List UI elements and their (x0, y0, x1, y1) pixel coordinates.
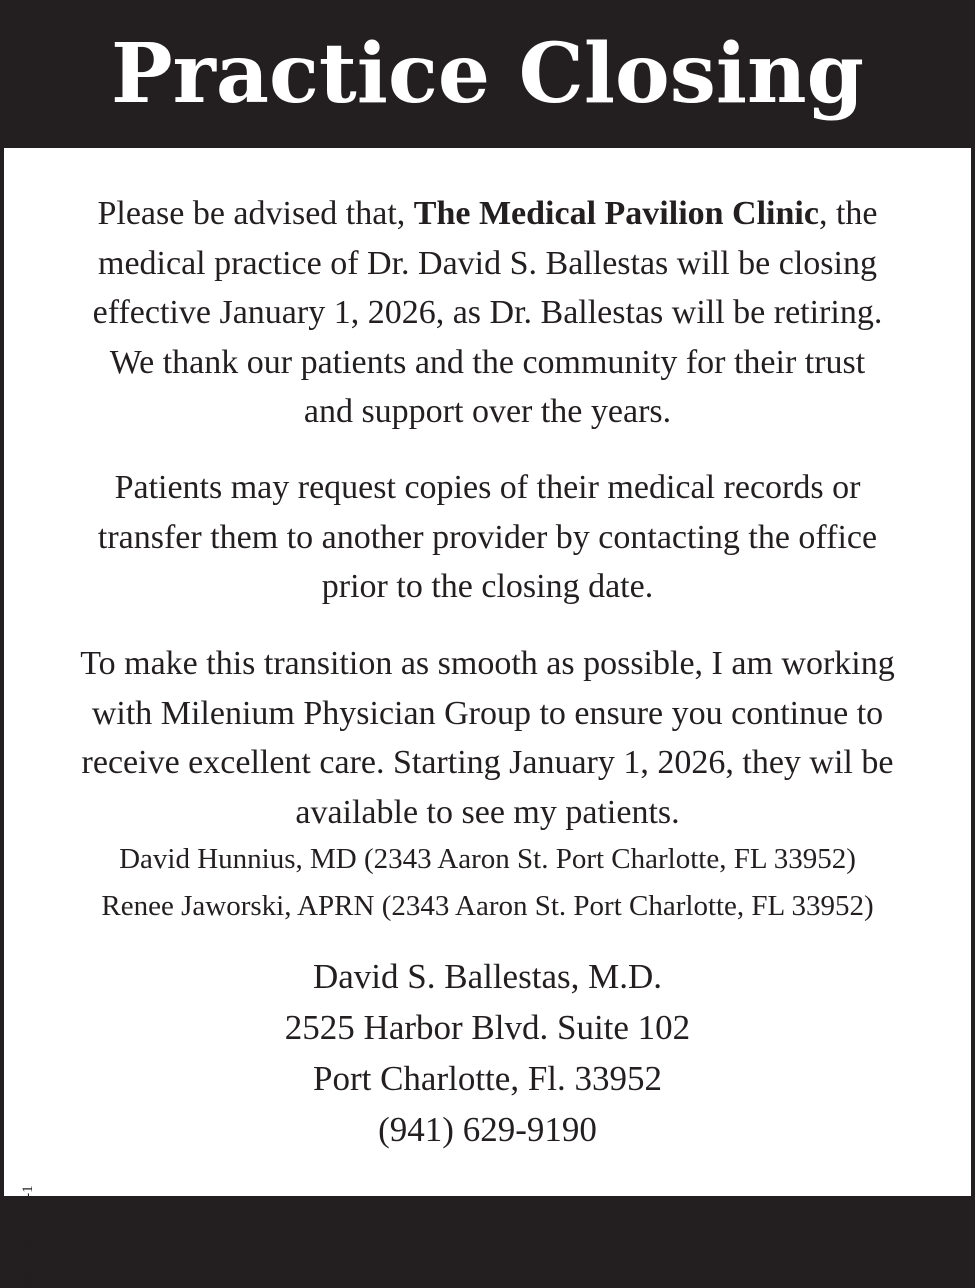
records-paragraph (4, 463, 971, 612)
transition-line-3: receive excellent care. Starting January 1, 2026, they wil be (81, 744, 894, 781)
announcement-line-3: effective January 1, 2026, as Dr. Ballestas will be retiring. (92, 294, 883, 331)
contact-block (4, 951, 971, 1155)
provider-list (4, 836, 971, 930)
header-banner (0, 0, 975, 148)
transition-paragraph (4, 639, 971, 837)
transition-line-4: available to see my patients. (295, 793, 680, 831)
records-line-1: Patients may request copies of their medical records or (114, 469, 861, 506)
contact-address-line-2: Port Charlotte, Fl. 33952 (312, 1059, 663, 1098)
contact-phone: (941) 629-9190 (378, 1110, 597, 1149)
announcement-line-1-post: , the (818, 195, 878, 232)
announcement-line-1-pre: Please be advised that, (97, 195, 414, 232)
page-title: Practice Closing (111, 26, 864, 122)
transition-line-2: with Milenium Physician Group to ensure you continue to (91, 694, 884, 732)
announcement-paragraph (4, 189, 971, 437)
records-line-2: transfer them to another provider by contacting the office (97, 518, 878, 556)
transition-line-1: To make this transition as smooth as possible, I am working (80, 645, 895, 682)
ad-number: adno=3977217-1 (20, 1185, 36, 1288)
contact-address-line-1: 2525 Harbor Blvd. Suite 102 (284, 1008, 691, 1047)
provider-item: David Hunnius, MD (2343 Aaron St. Port Charlotte, FL 33952) (119, 843, 856, 875)
contact-name: David S. Ballestas, M.D. (312, 957, 662, 996)
announcement-line-1 (4, 189, 971, 239)
announcement-line-5: and support over the years. (303, 393, 672, 430)
clinic-name: The Medical Pavilion Clinic (413, 195, 819, 232)
notice-body (4, 148, 971, 1288)
announcement-line-2: medical practice of Dr. David S. Ballestas will be closing (98, 244, 877, 282)
provider-item: Renee Jaworski, APRN (2343 Aaron St. Port Charlotte, FL 33952) (101, 890, 874, 922)
records-line-3: prior to the closing date. (321, 568, 654, 605)
announcement-line-4: We thank our patients and the community for their trust (109, 343, 866, 381)
